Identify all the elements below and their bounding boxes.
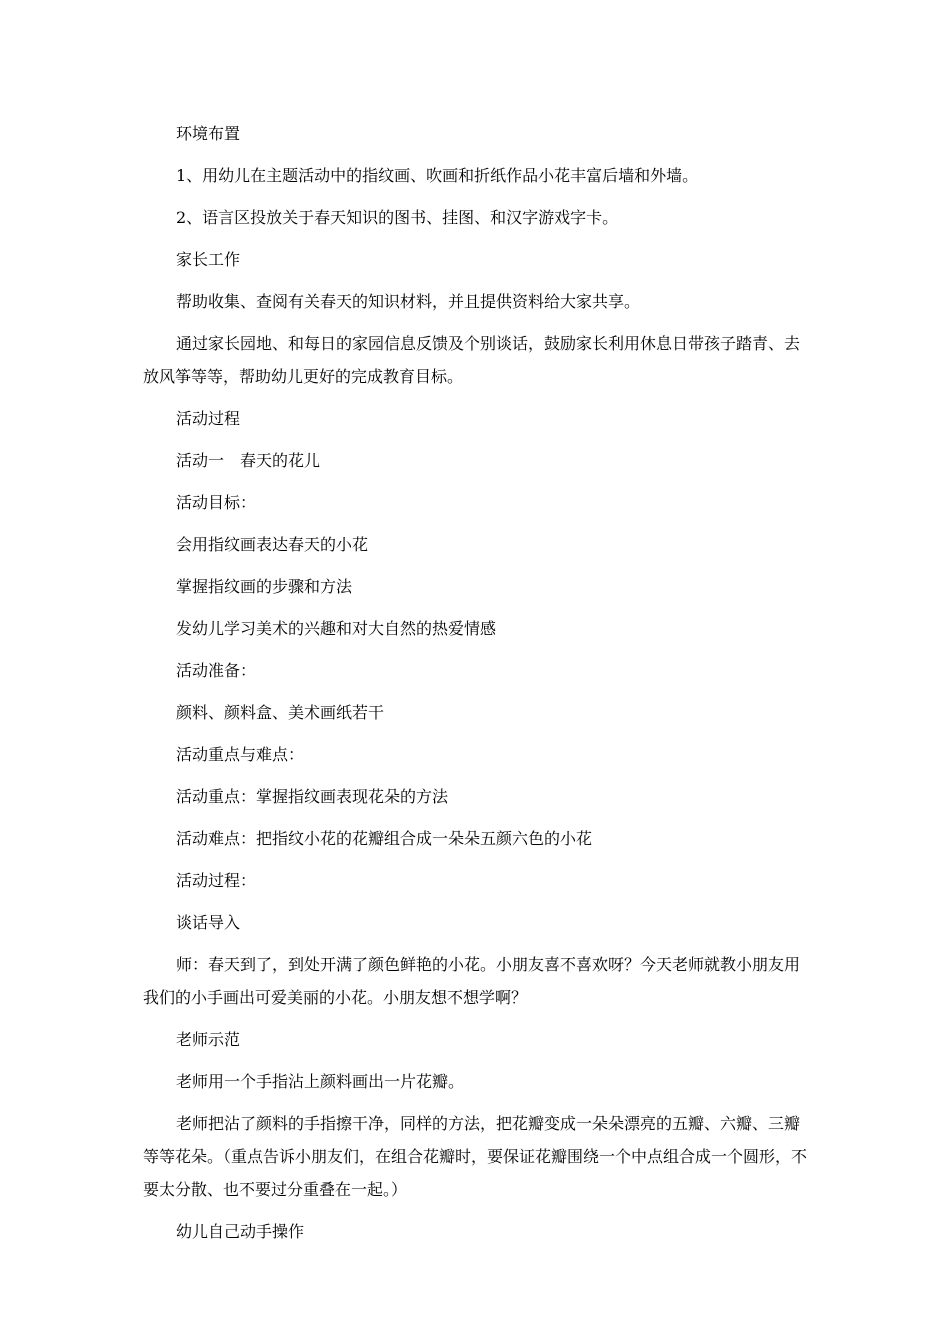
paragraph: 会用指纹画表达春天的小花 xyxy=(176,535,369,554)
subheading-key-points: 活动重点与难点： xyxy=(176,745,305,764)
paragraph: 通过家长园地、和每日的家园信息反馈及个别谈话，鼓励家长利用休息日带孩子踏青、去放风筝等等，帮助幼儿更好的完成教育目标。 xyxy=(143,334,801,386)
paragraph: 老师示范 xyxy=(176,1030,241,1049)
paragraph: 老师把沾了颜料的手指擦干净，同样的方法，把花瓣变成一朵朵漂亮的五瓣、六瓣、三瓣等等花朵。（重点告诉小朋友们，在组合花瓣时，要保证花瓣围绕一个中点组合成一个圆形，不要太分散、也不要过分重叠在一起。） xyxy=(143,1114,808,1199)
paragraph: 师：春天到了，到处开满了颜色鲜艳的小花。小朋友喜不喜欢呀？今天老师就教小朋友用我们的小手画出可爱美丽的小花。小朋友想不想学啊？ xyxy=(143,955,801,1007)
paragraph: 掌握指纹画的步骤和方法 xyxy=(176,577,353,596)
paragraph: 活动难点：把指纹小花的花瓣组合成一朵朵五颜六色的小花 xyxy=(176,829,593,848)
paragraph: 活动重点：掌握指纹画表现花朵的方法 xyxy=(176,787,449,806)
subheading-activity-process: 活动过程： xyxy=(176,871,257,890)
activity-title: 活动一 春天的花儿 xyxy=(176,451,321,470)
paragraph: 幼儿自己动手操作 xyxy=(176,1222,305,1241)
paragraph: 1、用幼儿在主题活动中的指纹画、吹画和折纸作品小花丰富后墙和外墙。 xyxy=(176,166,699,185)
subheading-goals: 活动目标： xyxy=(176,493,257,512)
section-heading-environment: 环境布置 xyxy=(176,124,241,143)
paragraph: 2、语言区投放关于春天知识的图书、挂图、和汉字游戏字卡。 xyxy=(176,208,619,227)
document-body xyxy=(143,117,808,1257)
subheading-preparation: 活动准备： xyxy=(176,661,257,680)
paragraph: 帮助收集、查阅有关春天的知识材料，并且提供资料给大家共享。 xyxy=(176,292,641,311)
paragraph: 老师用一个手指沾上颜料画出一片花瓣。 xyxy=(176,1072,465,1091)
paragraph: 谈话导入 xyxy=(176,913,241,932)
paragraph: 发幼儿学习美术的兴趣和对大自然的热爱情感 xyxy=(176,619,497,638)
paragraph: 颜料、颜料盒、美术画纸若干 xyxy=(176,703,385,722)
section-heading-process: 活动过程 xyxy=(176,409,241,428)
section-heading-parents: 家长工作 xyxy=(176,250,241,269)
